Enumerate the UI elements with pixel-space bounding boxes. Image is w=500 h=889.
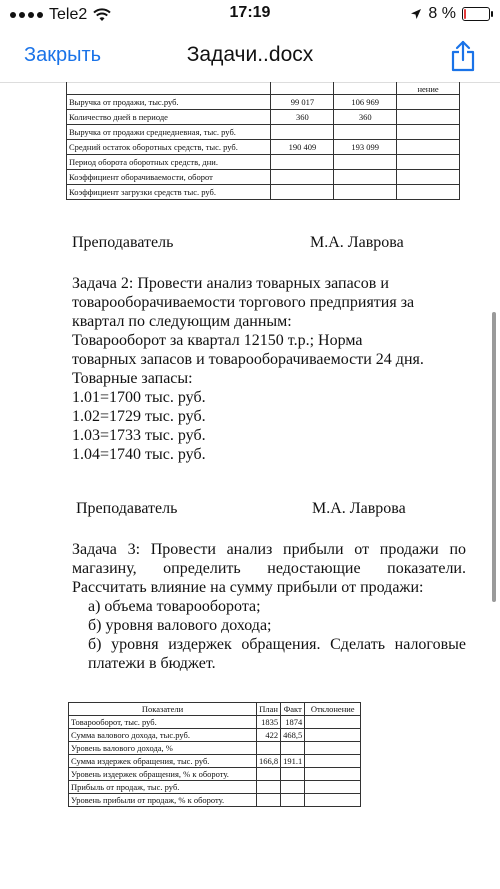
task2-line: Товарооборот за квартал 12150 т.р.; Норма [72,332,363,349]
row-value [281,794,305,807]
table-row [69,729,361,742]
share-icon[interactable] [450,40,476,72]
battery-icon [462,7,490,21]
row-label: Период оборота оборотных средств, дни. [67,155,271,170]
status-right [410,5,490,23]
row-label: Уровень издержек обращения, % к обороту. [69,768,257,781]
task3-item: б) уровня валового дохода; [88,617,272,634]
row-value [397,170,460,185]
table-row [69,768,361,781]
row-value [281,742,305,755]
nav-bar [0,30,500,83]
row-value [305,794,361,807]
location-icon [410,8,422,20]
row-value [397,110,460,125]
table-row [67,140,460,155]
row-label: Сумма валового дохода, тыс.руб. [69,729,257,742]
row-value: 1874 [281,716,305,729]
task3-text [72,540,466,673]
row-value [305,755,361,768]
row-value [257,768,281,781]
row-value: 99 017 [271,95,334,110]
row-value: 166,8 [257,755,281,768]
task2-line: Задача 2: Провести анализ товарных запасов и [72,275,389,292]
carrier-name: Tele2 [49,6,88,23]
row-value [257,742,281,755]
task2-line: 1.04=1740 тыс. руб. [72,446,206,463]
table-row [67,110,460,125]
signature-name: М.А. Лаврова [310,234,404,251]
table-row [67,170,460,185]
close-button[interactable]: Закрыть [24,44,102,66]
table-row [69,794,361,807]
row-value [334,125,397,140]
table-row [67,185,460,200]
row-value: 190 409 [271,140,334,155]
signature-name: М.А. Лаврова [312,500,406,517]
row-value [397,125,460,140]
row-value [305,729,361,742]
row-value [305,768,361,781]
row-value [257,781,281,794]
task3-intro: Задача 3: Провести анализ прибыли от продажи по магазину, определить недостающие показатели. Рассчитать влияние на сумму прибыли от продажи: [72,541,466,596]
task2-line: 1.03=1733 тыс. руб. [72,427,206,444]
row-value: 1835 [257,716,281,729]
row-value: 422 [257,729,281,742]
row-value [271,185,334,200]
clock: 17:19 [229,4,271,21]
row-value [305,781,361,794]
row-label: Уровень валового дохода, % [69,742,257,755]
row-label: Выручка от продажи, тыс.руб. [67,95,271,110]
document-title: Задачи..docx [186,43,314,66]
column-header: План [257,703,281,716]
row-label: Коэффициент оборачиваемости, оборот [67,170,271,185]
table-row [69,742,361,755]
row-value: 360 [271,110,334,125]
row-value [397,140,460,155]
column-header: Отклонение [305,703,361,716]
status-bar [0,0,500,30]
row-label: Количество дней в периоде [67,110,271,125]
row-value: 106 969 [334,95,397,110]
row-value [397,95,460,110]
task2-line: товарооборачиваемости торгового предприятия за [72,294,415,311]
row-value [271,125,334,140]
row-value: 360 [334,110,397,125]
row-value [281,768,305,781]
row-value [397,185,460,200]
row-value: 191.1 [281,755,305,768]
row-value [397,155,460,170]
task3-item: а) объема товарооборота; [88,598,261,615]
row-label: Уровень прибыли от продаж, % к обороту. [69,794,257,807]
table-profit [68,702,361,807]
row-value: 193 099 [334,140,397,155]
column-header: Факт [281,703,305,716]
table-row [67,155,460,170]
row-value: 468,5 [281,729,305,742]
task2-text [72,274,472,464]
task2-line: 1.02=1729 тыс. руб. [72,408,206,425]
row-value [334,155,397,170]
row-value [334,185,397,200]
document-viewer[interactable] [0,82,500,889]
table-turnover [66,82,460,200]
row-value [271,170,334,185]
task2-line: товарных запасов и товарооборачиваемости 24 дня. [72,351,424,368]
row-label: Прибыль от продаж, тыс. руб. [69,781,257,794]
task2-line: квартал по следующим данным: [72,313,292,330]
table-row [67,125,460,140]
signature-role: Преподаватель [76,500,178,517]
row-value [281,781,305,794]
table-row [69,755,361,768]
row-value [305,716,361,729]
row-value [305,742,361,755]
scrollbar[interactable] [492,312,496,602]
table-row [69,716,361,729]
row-label: Коэффициент загрузки средств тыс. руб. [67,185,271,200]
task2-line: Товарные запасы: [72,370,193,387]
row-label: Товарооборот, тыс. руб. [69,716,257,729]
column-header: Показатели [69,703,257,716]
row-label: Средний остаток оборотных средств, тыс. руб. [67,140,271,155]
row-label: Сумма издержек обращения, тыс. руб. [69,755,257,768]
task2-line: 1.01=1700 тыс. руб. [72,389,206,406]
signature-role: Преподаватель [72,234,174,251]
row-label: Выручка от продажи среднедневная, тыс. руб. [67,125,271,140]
task3-item: б) уровня издержек обращения. Сделать налоговые платежи в бюджет. [88,636,466,672]
row-value [334,170,397,185]
row-value [271,155,334,170]
table-row [67,95,460,110]
row-value [257,794,281,807]
table-row [69,781,361,794]
table-header-cell: нение [397,82,460,95]
battery-percent: 8 % [428,5,456,22]
